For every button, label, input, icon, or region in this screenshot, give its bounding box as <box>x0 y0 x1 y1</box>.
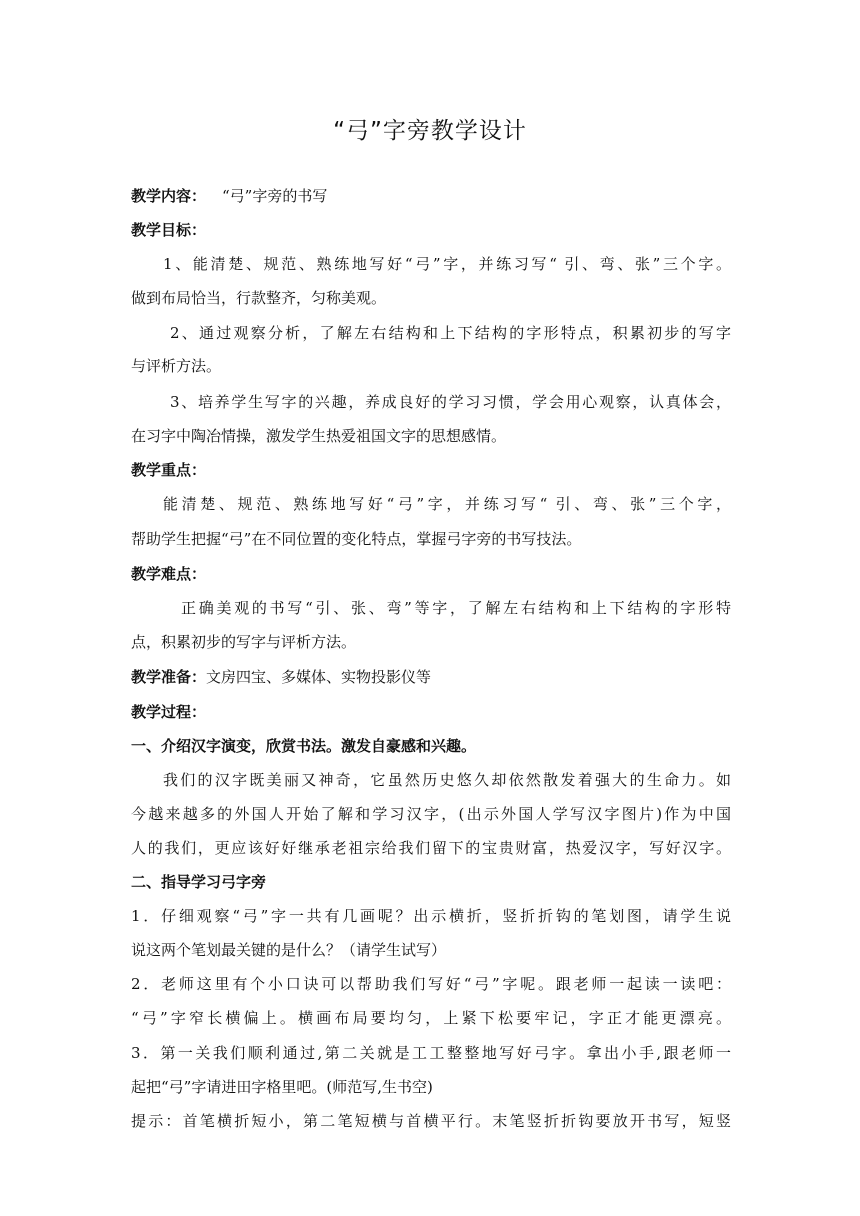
difficulty-label: 教学难点： <box>131 565 207 583</box>
key-points-label: 教学重点： <box>131 461 207 479</box>
objectives-label: 教学目标： <box>131 221 207 239</box>
key-points-line-2: 帮助学生把握“弓”在不同位置的变化特点，掌握弓字旁的书写技法。 <box>131 530 582 548</box>
section-1-heading: 一、介绍汉字演变，欣赏书法。激发自豪感和兴趣。 <box>131 737 477 755</box>
step-2-line-2: “弓”字窄长横偏上。横画布局要均匀，上紧下松要牢记，字正才能更漂亮。 <box>131 1009 731 1027</box>
step-2-line-1: 2．老师这里有个小口诀可以帮助我们写好“弓”字呢。跟老师一起读一读吧： <box>131 975 731 993</box>
section-2-heading: 二、指导学习弓字旁 <box>131 873 267 891</box>
section-1-line-2: 今越来越多的外国人开始了解和学习汉字，(出示外国人学写汉字图片)作为中国 <box>131 805 731 823</box>
objective-3-line-2: 在习字中陶冶情操，激发学生热爱祖国文字的思想感情。 <box>131 427 507 445</box>
step-1-line-1: 1．仔细观察“弓”字一共有几画呢？出示横折，竖折折钩的笔划图，请学生说 <box>131 907 731 925</box>
difficulty-line-1: 正确美观的书写“引、张、弯”等字，了解左右结构和上下结构的字形特 <box>181 599 731 617</box>
prep-value: 文房四宝、多媒体、实物投影仪等 <box>206 668 432 686</box>
content-value: “弓”字旁的书写 <box>222 187 328 205</box>
key-points-line-1: 能清楚、规范、熟练地写好“弓”字，并练习写“ 引、弯、张”三个字， <box>163 495 731 513</box>
objective-2-line-1: 2、通过观察分析，了解左右结构和上下结构的字形特点，积累初步的写字 <box>170 324 731 342</box>
step-3-line-1: 3．第一关我们顺利通过,第二关就是工工整整地写好弓字。拿出小手,跟老师一 <box>131 1044 731 1062</box>
process-label: 教学过程： <box>131 703 207 721</box>
objective-3-line-1: 3、培养学生写字的兴趣，养成良好的学习习惯，学会用心观察，认真体会， <box>170 393 731 411</box>
objective-2-line-2: 与评析方法。 <box>131 357 222 375</box>
content-label: 教学内容： <box>131 187 207 205</box>
document-title: “弓”字旁教学设计 <box>333 118 527 144</box>
step-3-line-2: 起把“弓”字请进田字格里吧。(师范写,生书空) <box>131 1078 433 1096</box>
section-1-line-1: 我们的汉字既美丽又神奇，它虽然历史悠久却依然散发着强大的生命力。如 <box>163 771 731 789</box>
prep-row <box>131 667 731 687</box>
prep-label: 教学准备： <box>131 668 207 686</box>
objective-1-line-2: 做到布局恰当，行款整齐，匀称美观。 <box>131 289 387 307</box>
difficulty-line-2: 点，积累初步的写字与评析方法。 <box>131 633 357 651</box>
step-1-line-2: 说这两个笔划最关键的是什么？（请学生试写） <box>131 941 447 959</box>
content-row <box>131 186 731 206</box>
objective-1-line-1: 1、能清楚、规范、熟练地写好“弓”字，并练习写“ 引、弯、张”三个字。 <box>163 255 731 273</box>
hint-line: 提示：首笔横折短小，第二笔短横与首横平行。末笔竖折折钩要放开书写，短竖 <box>131 1112 731 1130</box>
section-1-line-3: 人的我们，更应该好好继承老祖宗给我们留下的宝贵财富，热爱汉字，写好汉字。 <box>131 839 731 857</box>
